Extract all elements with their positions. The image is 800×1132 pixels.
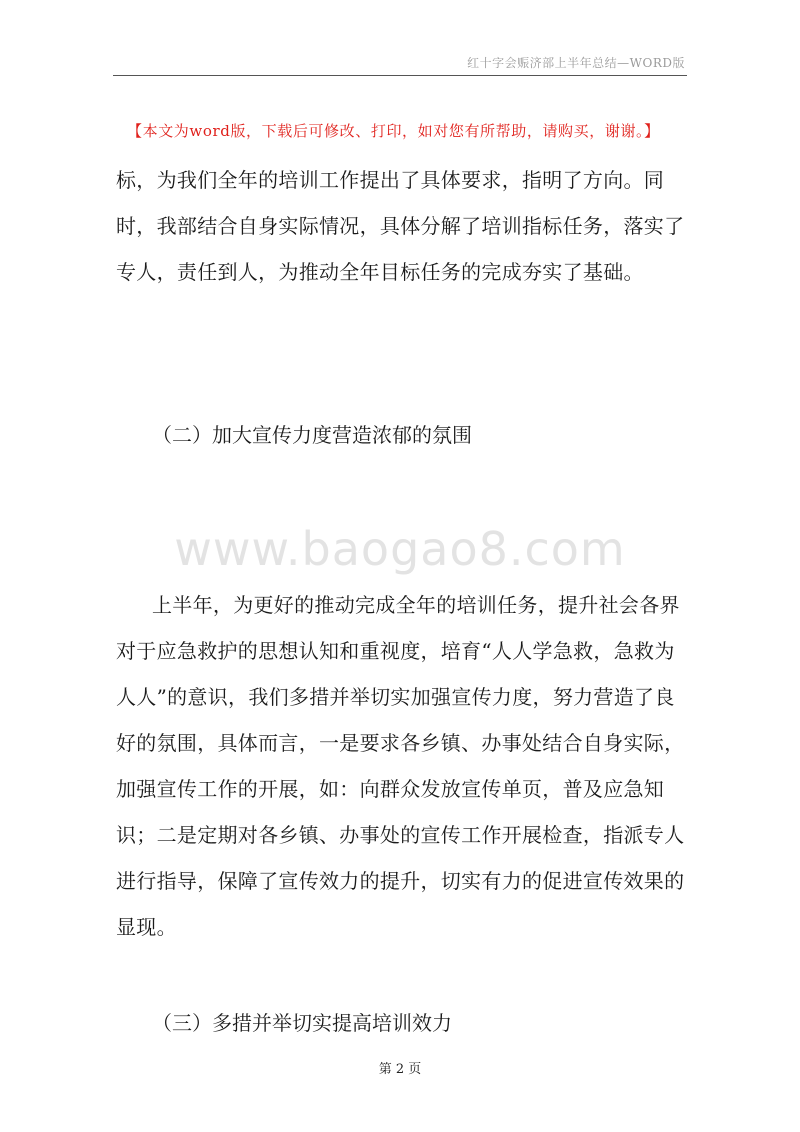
purchase-notice: 【本文为word版，下载后可修改、打印，如对您有所帮助，请购买，谢谢。】 (127, 122, 660, 140)
body-paragraph-2: 上半年，为更好的推动完成全年的培训任务，提升社会各界对于应急救护的思想认知和重视度，培育“人人学急救，急救为人人”的意识，我们多措并举切实加强宣传力度，努力营造了良好的氛围，具体而言，一是要求各乡镇、办事处结合自身实际，加强宣传工作的开展，如：向群众发放宣传单页，普及应急知识；二是定期对各乡镇、办事处的宣传工作开展检查，指派专人进行指导，保障了宣传效力的提升，切实有力的促进宣传效果的显现。 (116, 593, 685, 939)
page-number: 第 2 页 (378, 1062, 422, 1077)
running-header: 红十字会赈济部上半年总结—WORD版 (467, 56, 685, 70)
body-paragraph-1: 标，为我们全年的培训工作提出了具体要求，指明了方向。同时，我部结合自身实际情况，具体分解了培训指标任务，落实了专人，责任到人，为推动全年目标任务的完成夯实了基础。 (116, 168, 685, 284)
watermark: www.baogao8.com (174, 522, 626, 576)
section-heading-2: （二）加大宣传力度营造浓郁的氛围 (152, 423, 472, 447)
section-heading-3: （三）多措并举切实提高培训效力 (152, 1011, 452, 1035)
header-divider (113, 75, 687, 76)
